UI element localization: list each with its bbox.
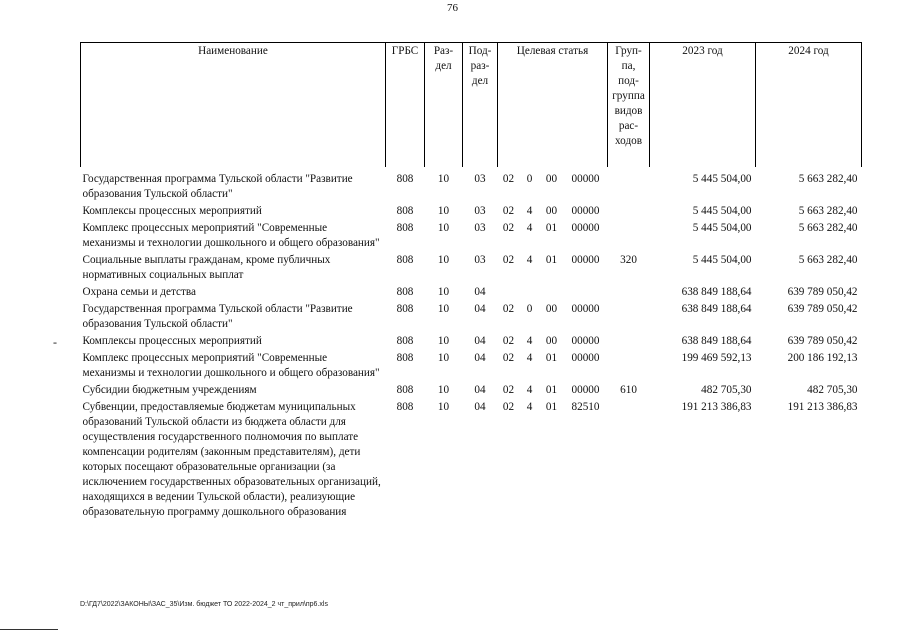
row-name: Охрана семьи и детства [82,286,196,298]
row-target-type: 4 [526,384,533,396]
row-razdel: 10 [437,222,450,234]
row-grbs: 808 [396,401,414,413]
row-podrazdel: 03 [474,205,486,217]
row-target-type [520,285,540,302]
row-2023: 5 445 504,00 [692,254,752,266]
row-razdel: 10 [437,335,450,347]
row-expense-group [608,167,650,204]
row-razdel: 10 [437,254,450,266]
row-name: Комплекс процессных мероприятий "Современные механизмы и технологии дошкольного и общего образования" [82,222,380,249]
table-row [81,285,862,302]
header-expense-group: Груп- па, под- группа видов рас- ходов [608,43,650,168]
row-target-event: 01 [545,222,558,234]
row-target-direction: 00000 [571,303,600,315]
header-2023: 2023 год [650,43,756,168]
row-expense-group [608,285,650,302]
row-target-event: 01 [545,384,558,396]
row-target-program: 02 [502,254,515,266]
row-podrazdel: 04 [474,286,486,298]
row-2023: 5 445 504,00 [692,205,752,217]
row-2024: 191 213 386,83 [787,401,858,413]
row-2024: 639 789 050,42 [787,303,858,315]
row-target-program: 02 [502,303,515,315]
row-target-event [540,285,564,302]
row-grbs: 808 [396,384,414,396]
header-2024: 2024 год [756,43,862,168]
row-target-direction: 00000 [571,335,600,347]
row-target-program: 02 [502,352,515,364]
row-razdel: 10 [437,173,450,185]
row-target-direction: 00000 [571,352,600,364]
row-name: Государственная программа Тульской области "Развитие образования Тульской области" [82,173,353,200]
row-target-program: 02 [502,173,515,185]
row-target-type: 4 [526,205,533,217]
row-razdel: 10 [437,303,450,315]
table-header-row [81,43,862,168]
row-target-direction: 00000 [571,173,600,185]
row-target-event: 00 [545,205,558,217]
row-name: Комплексы процессных мероприятий [82,205,262,217]
row-expense-group [608,351,650,383]
row-target-program: 02 [502,384,515,396]
row-target-type: 4 [526,222,533,234]
row-target-type: 4 [526,254,533,266]
row-target-event: 01 [545,401,558,413]
row-grbs: 808 [396,254,414,266]
row-target-event: 00 [545,303,558,315]
table-row [81,253,862,285]
row-expense-group [608,334,650,351]
row-grbs: 808 [396,286,414,298]
row-target-direction: 00000 [571,384,600,396]
row-target-event: 00 [545,335,558,347]
row-target-type: 0 [526,173,533,185]
row-expense-group [608,302,650,334]
row-2024: 639 789 050,42 [787,286,858,298]
margin-mark: - [53,335,57,349]
row-grbs: 808 [396,303,414,315]
row-name: Государственная программа Тульской области "Развитие образования Тульской области" [82,303,353,330]
table-row [81,221,862,253]
row-podrazdel: 03 [474,254,486,266]
row-target-program [498,285,520,302]
row-target-program: 02 [502,222,515,234]
row-target-type: 0 [526,303,533,315]
row-podrazdel: 04 [474,384,486,396]
row-2024: 200 186 192,13 [787,352,858,364]
table-row [81,334,862,351]
row-2024: 5 663 282,40 [798,254,858,266]
header-target-article: Целевая статья [498,43,608,168]
table-row [81,167,862,204]
row-target-type: 4 [526,401,533,413]
row-grbs: 808 [396,173,414,185]
header-grbs: ГРБС [386,43,425,168]
row-name: Социальные выплаты гражданам, кроме публичных нормативных социальных выплат [82,254,331,281]
table-row [81,351,862,383]
row-target-type: 4 [526,335,533,347]
header-name: Наименование [81,43,386,168]
row-expense-group: 610 [620,384,637,396]
row-podrazdel: 04 [474,401,486,413]
row-grbs: 808 [396,222,414,234]
row-target-direction: 00000 [571,222,600,234]
row-razdel: 10 [437,286,450,298]
row-target-type: 4 [526,352,533,364]
row-2023: 638 849 188,64 [681,286,752,298]
row-2024: 5 663 282,40 [798,205,858,217]
row-2023: 199 469 592,13 [681,352,752,364]
page-number: 76 [447,2,458,14]
header-razdel: Раз- дел [425,43,463,168]
row-podrazdel: 03 [474,173,486,185]
row-expense-group [608,221,650,253]
row-target-event: 01 [545,254,558,266]
row-razdel: 10 [437,384,450,396]
row-2024: 5 663 282,40 [798,222,858,234]
row-target-program: 02 [502,335,515,347]
row-expense-group [608,400,650,522]
row-grbs: 808 [396,205,414,217]
row-razdel: 10 [437,205,450,217]
row-name: Комплекс процессных мероприятий "Современные механизмы и технологии дошкольного и общего образования" [82,352,380,379]
row-podrazdel: 04 [474,335,486,347]
row-target-event: 00 [545,173,558,185]
row-grbs: 808 [396,335,414,347]
row-name: Субсидии бюджетным учреждениям [82,384,257,396]
table-row [81,400,862,522]
budget-table [80,42,862,522]
row-2023: 5 445 504,00 [692,222,752,234]
row-2023: 5 445 504,00 [692,173,752,185]
row-2023: 638 849 188,64 [681,303,752,315]
row-podrazdel: 04 [474,303,486,315]
row-target-direction [564,285,608,302]
row-target-program: 02 [502,205,515,217]
header-podrazdel: Под- раз- дел [463,43,498,168]
row-target-direction: 82510 [571,401,600,413]
row-expense-group [608,204,650,221]
row-razdel: 10 [437,352,450,364]
row-target-event: 01 [545,352,558,364]
row-target-program: 02 [502,401,515,413]
file-path-footer: D:\ГД7\2022\ЗАКОНЫ\ЗАС_35\Изм. бюджет ТО 2022-2024_2 чт_прил\пр6.xls [80,601,328,608]
row-podrazdel: 04 [474,352,486,364]
row-grbs: 808 [396,352,414,364]
row-target-direction: 00000 [571,205,600,217]
row-name: Субвенции, предоставляемые бюджетам муниципальных образований Тульской области из бюджета области для осуществления государственного полномочия по выплате компенсации родителям (законным представителям), дети которых посещают образовательные организации (за исключением государственных образовательных организаций, находящихся в ведении Тульской области), реализующие образовательную программу дошкольного образования [82,401,381,518]
row-podrazdel: 03 [474,222,486,234]
row-target-direction: 00000 [571,254,600,266]
row-2023: 638 849 188,64 [681,335,752,347]
row-2023: 191 213 386,83 [681,401,752,413]
row-razdel: 10 [437,401,450,413]
table-row [81,383,862,400]
row-name: Комплексы процессных мероприятий [82,335,262,347]
row-2023: 482 705,30 [701,384,752,396]
bottom-divider [0,629,58,630]
table-row [81,302,862,334]
row-expense-group: 320 [620,254,637,266]
table-row [81,204,862,221]
row-2024: 639 789 050,42 [787,335,858,347]
row-2024: 482 705,30 [807,384,858,396]
row-2024: 5 663 282,40 [798,173,858,185]
